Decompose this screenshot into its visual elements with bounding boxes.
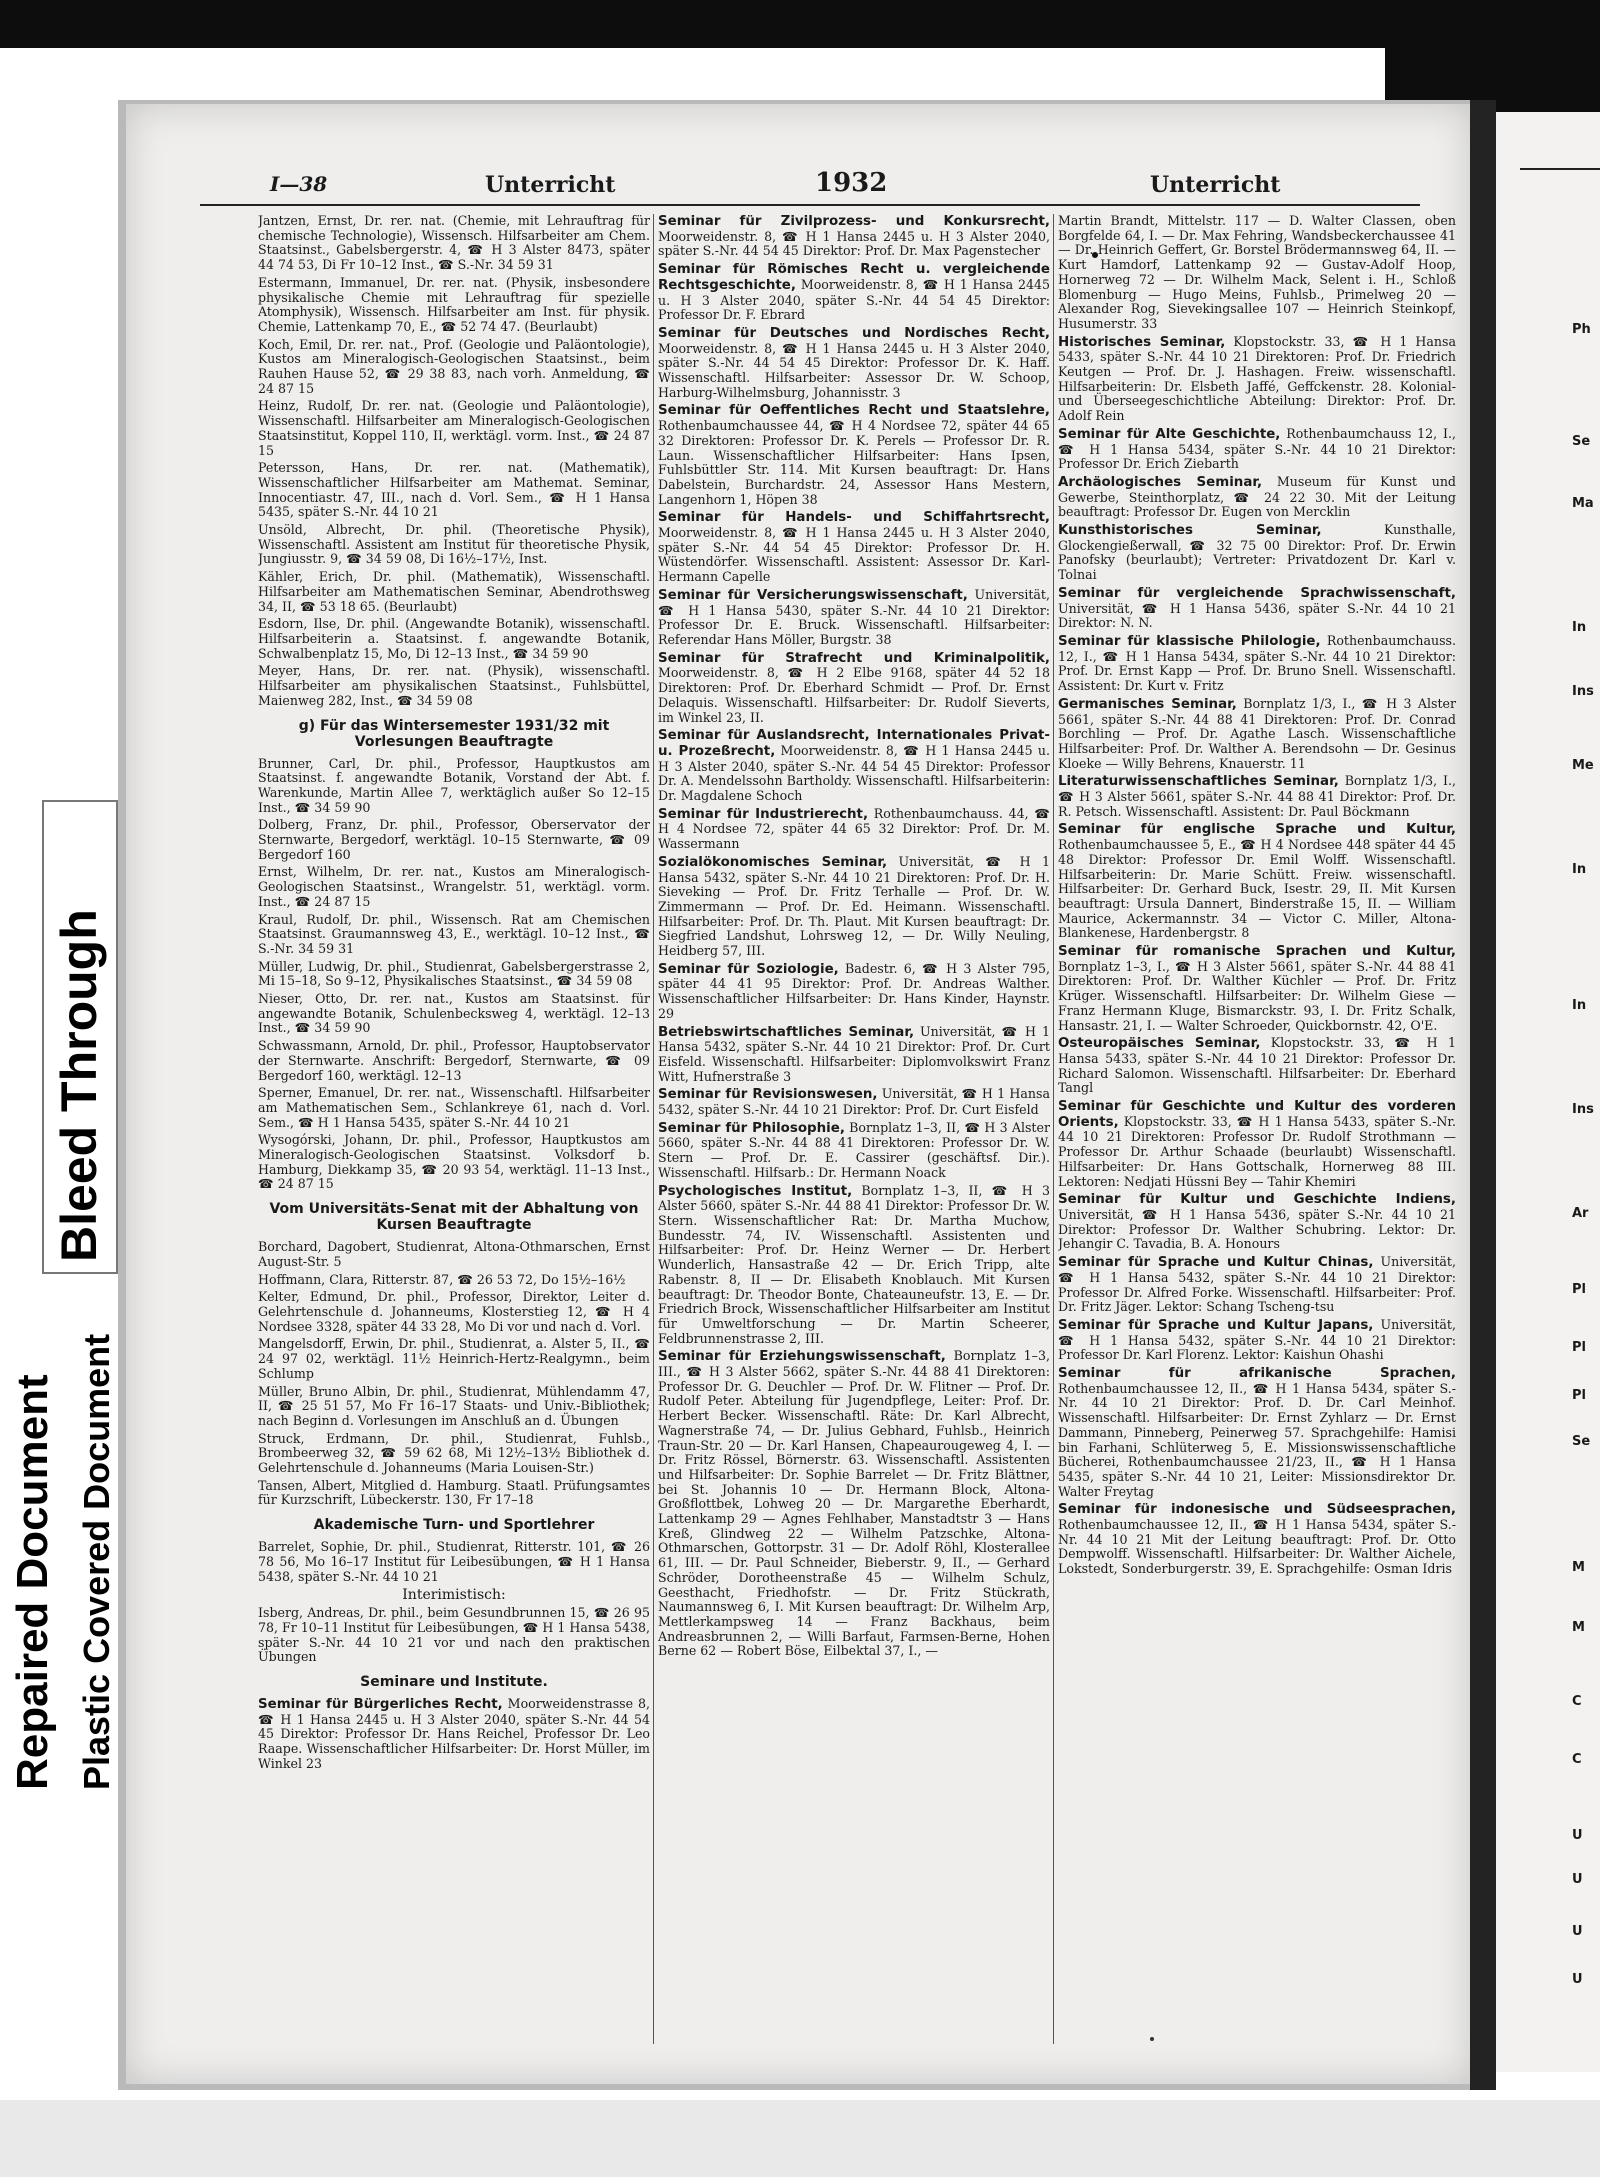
page-header [200,168,1420,206]
section-subheading: Interimistisch: [402,1587,506,1604]
adjacent-page-fragment [1496,112,1600,2072]
entry-title: Seminar für Bürgerliches Recht, [258,1697,503,1713]
directory-entry [258,523,650,567]
adjacent-page-rule [1520,168,1600,170]
entry-text: Tansen, Albert, Mitglied d. Hamburg. Staatl. Prüfungsamtes für Kurzschrift, Lübeckerstr. 130, Fr 17–18 [258,1477,650,1508]
adjacent-page-text: U [1572,1828,1583,1843]
entry-text: Unsöld, Albrecht, Dr. phil. (Theoretische Physik), Wissenschaftl. Assistent am Institut für theoretische Physik, Jungiusstr. 9, ☎ 34 59 08, Di 16½–17½, Inst. [258,522,650,567]
directory-entry [658,728,1050,804]
directory-entry [1058,475,1456,520]
entry-text: Universität, ☎ H 1 Hansa 5432, später S.-Nr. 44 10 21 Direktor: Professor Dr. Karl Florenz. Lektor: Kaishun Ohashi [1058,1316,1456,1363]
section-heading: Akademische Turn- und Sportlehrer [313,1517,595,1534]
directory-entry [258,1479,650,1508]
entry-text: Rothenbaumchaussee 44, ☎ H 4 Nordsee 72, später 44 65 32 Direktoren: Professor Dr. K. Perels — Professor Dr. R. Laun. Wissenschaftlicher Hilfsarbeiter: Hans Ipsen, Fuhlsbüttler Str. 114. Mit Kursen beauftragt: Dr. Hans Dabelstein, Burchardstr. 24, Assessor Hans Mestern, Langenhorn 1, Höpen 38 [658,418,1050,507]
entry-text: Schwassmann, Arnold, Dr. phil., Professor, Hauptobservator der Sternwarte. Anschrift: Bergedorf, Sternwarte, ☎ 09 Bergedorf 160, werktägl. 12–13 [258,1038,650,1083]
directory-entry [1058,586,1456,631]
directory-entry [258,1337,650,1381]
entry-text: Kelter, Edmund, Dr. phil., Professor, Direktor, Leiter d. Gelehrtenschule d. Johanneums, Klosterstieg 12, ☎ H 4 Nordsee 3328, später 44 33 28, Mo Di vor und nach d. Vorl. [258,1289,650,1334]
directory-entry [658,1184,1050,1347]
adjacent-page-text: In [1572,620,1587,635]
entry-text: Heinz, Rudolf, Dr. rer. nat. (Geologie und Paläontologie), Wissenschaftl. Hilfsarbeiter am Mineralogisch-Geologischen Staatsinstitut, Koppel 110, II, werktägl. vorm. Inst., ☎ 24 87 15 [258,398,650,458]
directory-entry [1058,774,1456,819]
directory-entry [1058,1099,1456,1189]
entry-title: Psychologisches Institut, [658,1183,853,1199]
directory-entry [258,399,650,458]
adjacent-page-text: U [1572,1972,1583,1987]
entry-text: Mangelsdorff, Erwin, Dr. phil., Studienrat, a. Alster 5, II., ☎ 24 97 02, werktägl. 11½ Heinrich-Hertz-Realgymn., beim Schlump [258,1336,650,1381]
adjacent-page-text: U [1572,1872,1583,1887]
entry-text: Isberg, Andreas, Dr. phil., beim Gesundbrunnen 15, ☎ 26 95 78, Fr 10–11 Institut für Leibesübungen, ☎ H 1 Hansa 5438, später S.-Nr. 44 10 21 vor und nach den praktischen Übungen [258,1605,650,1665]
entry-title: Literaturwissenschaftliches Seminar, [1058,774,1339,790]
adjacent-page-text: Ins [1572,1102,1594,1117]
entry-title: Seminar für klassische Philologie, [1058,633,1321,649]
entry-text: Moorweidenstr. 8, ☎ H 1 Hansa 2445 u. H 3 Alster 2040, später S.-Nr. 44 54 45 Direktor: Professor Dr. K. Haff. Wissenschaftl. Hilfsarbeiter: Assessor Dr. W. Schoop, Harburg-Wilhelmsburg, Johannisstr. 3 [658,340,1050,400]
entry-title: Seminar für Oeffentliches Recht und Staatslehre, [658,403,1050,419]
entry-text: Klopstockstr. 33, ☎ H 1 Hansa 5433, später S.-Nr. 44 10 21 Direktor: Professor Dr. Richard Salomon. Wissenschaftl. Hilfsarbeiter: Dr. Eberhard Tangl [1058,1035,1456,1096]
adjacent-page-text: Pl [1572,1388,1586,1403]
entry-title: Historisches Seminar, [1058,334,1226,350]
directory-entry [258,818,650,862]
column-left [258,214,650,1775]
entry-text: Hoffmann, Clara, Ritterstr. 87, ☎ 26 53 72, Do 15½–16½ [258,1271,626,1287]
adjacent-page-text: Ma [1572,496,1594,511]
plastic-covered-label: Plastic Covered Document [76,1333,117,1790]
directory-entry [258,338,650,397]
entry-text: Borchard, Dagobert, Studienrat, Altona-Othmarschen, Ernst August-Str. 5 [258,1239,650,1269]
entry-title: Seminar für Handels- und Schiffahrtsrecht, [658,510,1050,526]
entry-text: Bornplatz 1–3, I., ☎ H 3 Alster 5661, später S.-Nr. 44 88 41 Direktoren: Prof. Dr. Walther Küchler — Prof. Dr. Fritz Krüger. Wissenschaftl. Hilfsarbeiter: Dr. Wilhelm Giese — Franz Hermann Kluge, Bismarckstr. 93, I. Dr. Fritz Schalk, Hansastr. 21, I. — Walter Schroeder, Quickbornstr. 42, O'E. [1058,958,1456,1033]
entry-text: Bornplatz 1/3, I., ☎ H 3 Alster 5661, später S.-Nr. 44 88 41 Direktoren: Prof. Dr. Conrad Borchling — Prof. Dr. Agathe Lasch. Wissenschaftliche Hilfsarbeiter: Prof. Dr. Walther A. Berendsohn — Dr. Gesinus Kloeke — Willy Behrens, Knauerstr. 11 [1058,695,1456,771]
directory-entry [258,913,650,957]
entry-title: Seminar für indonesische und Südseesprachen, [1058,1502,1456,1518]
entry-text: Bornplatz 1/3, I., ☎ H 3 Alster 5661, später S.-Nr. 44 88 41 Direktor: Prof. Dr. R. Petsch. Wissenschaftl. Assistent: Dr. Paul Böckmann [1058,773,1456,819]
repaired-document-label: Repaired Document [8,1374,57,1790]
entry-text: Klopstockstr. 33, ☎ H 1 Hansa 5433, später S.-Nr. 44 10 21 Direktoren: Prof. Dr. Friedrich Keutgen — Prof. Dr. J. Hashagen. Freiw. wissenschaftl. Hilfsarbeiterin: Dr. Elsbeth Jaffé, Geffckenstr. 28. Kolonial- und Überseegeschichtliche Abteilung: Direktor: Prof. Dr. Adolf Rein [1058,333,1456,424]
scan-bottom-border [0,2100,1600,2177]
entry-text: Dolberg, Franz, Dr. phil., Professor, Oberservator der Sternwarte, Bergedorf, werktägl. 10–15 Sternwarte, ☎ 09 Bergedorf 160 [258,817,650,862]
entry-text: Rothenbaumchaussee 12, II., ☎ H 1 Hansa 5434, später S.-Nr. 44 10 21 Direktor: Prof. D. Dr. Carl Meinhof. Wissenschaftl. Hilfsarbeiter: Dr. Ernst Zyhlarz — Dr. Ernst Dammann, Pinneberg, Peinerweg 57. Sprachgehilfe: Hamisi bin Farhani, Schlüterweg 5, E. Missionswissenschaftliche Bücherei, Rothenbaumchaussee 21/23, II., ☎ H 1 Hansa 5435, später S.-Nr. 44 10 21, Leiter: Missionsdirektor Dr. Walter Freytag [1058,1380,1456,1499]
directory-entry [258,1540,650,1584]
adjacent-page-text: C [1572,1694,1582,1709]
directory-entry [258,1240,650,1269]
directory-entry [1058,1318,1456,1363]
bleed-through-label: Bleed Through [51,909,107,1262]
directory-entry [1058,1192,1456,1252]
header-left-title: Unterricht [485,172,616,198]
directory-entry [258,276,650,335]
directory-entry [258,570,650,614]
adjacent-page-text: Se [1572,1434,1591,1449]
directory-entry [658,510,1050,585]
header-year: 1932 [815,168,888,198]
adjacent-page-text: M [1572,1620,1585,1635]
directory-entry [258,1606,650,1665]
entry-text: Museum für Kunst und Gewerbe, Steinthorplatz, ☎ 24 22 30. Mit der Leitung beauftragt: Professor Dr. Eugen von Mercklin [1058,473,1456,520]
entry-title: Seminar für vergleichende Sprachwissenschaft, [1058,585,1456,601]
header-right-title: Unterricht [1150,172,1281,198]
directory-entry [658,326,1050,401]
entry-text: Badestr. 6, ☎ H 3 Alster 795, später 44 41 95 Direktor: Prof. Dr. Andreas Walther. Wissenschaftlicher Hilfsarbeiter: Dr. Hans Kinder, Haynstr. 29 [658,960,1050,1021]
entry-text: Petersson, Hans, Dr. rer. nat. (Mathematik), Wissenschaftlicher Hilfsarbeiter am Mathemat. Seminar, Innocentiastr. 47, III., nach d. Vorl. Sem., ☎ H 1 Hansa 5435, später S.-Nr. 44 10 21 [258,460,650,520]
entry-title: Seminar für Zivilprozess- und Konkursrecht, [658,214,1050,229]
adjacent-page-text: Pl [1572,1340,1586,1355]
directory-entry [1058,523,1456,583]
directory-entry [658,962,1050,1022]
entry-title: Osteuropäisches Seminar, [1058,1036,1261,1052]
directory-entry [1058,1255,1456,1315]
entry-title: Seminar für englische Sprache und Kultur, [1058,822,1456,838]
directory-entry [258,1086,650,1130]
entry-text: Moorweidenstr. 8, ☎ H 1 Hansa 2445 u. H 3 Alster 2040, später S.-Nr. 44 54 45 Direktor: Professor Dr. F. Ebrard [658,276,1050,323]
entry-title: Seminar für Alte Geschichte, [1058,426,1281,442]
column-divider [653,214,654,2044]
directory-entry [258,1273,650,1288]
directory-entry [1058,822,1456,941]
directory-entry [258,1290,650,1334]
entry-title: Sozialökonomisches Seminar, [658,854,888,870]
adjacent-page-text: In [1572,862,1587,877]
entry-text: Moorweidenstr. 8, ☎ H 1 Hansa 2445 u. H 3 Alster 2040, später S.-Nr. 44 54 45 Direktor: Prof. Dr. Max Pagenstecher [658,228,1050,259]
entry-title: Betriebswirtschaftliches Seminar, [658,1024,915,1040]
entry-text: Jantzen, Ernst, Dr. rer. nat. (Chemie, mit Lehrauftrag für chemische Technologie), Wissensch. Hilfsarbeiter am Chem. Staatsinst., Gabelsbergerstr. 4, ☎ H 3 Alster 8473, später 44 74 53, Di Fr 10–12 Inst., ☎ S.-Nr. 34 59 31 [258,214,650,273]
entry-text: Universität, ☎ H 1 Hansa 5432, später S.-Nr. 44 10 21 Direktor: Prof. Dr. Curt Eisfeld. Wissenschaftl. Hilfsarbeiter: Diplomvolkswirt Franz Witt, Hufnerstraße 3 [658,1023,1050,1084]
entry-text: Müller, Ludwig, Dr. phil., Studienrat, Gabelsbergerstrasse 2, Mi 15–18, So 9–12, Physikalisches Staatsinst., ☎ 34 59 08 [258,958,650,989]
entry-title: Seminar für Auslandsrecht, Internationales Privat- u. Prozeßrecht, [658,728,1050,759]
entry-text: Esdorn, Ilse, Dr. phil. (Angewandte Botanik), wissenschaftl. Hilfsarbeiterin a. Staatsinst. f. angewandte Botanik, Schwalbenplatz 15, Mo, Di 12–13 Inst., ☎ 34 59 90 [258,616,650,661]
directory-entry [658,1121,1050,1181]
entry-text: Klopstockstr. 33, ☎ H 1 Hansa 5433, später S.-Nr. 44 10 21 Direktoren: Professor Dr. Rudolf Strothmann — Professor Dr. Arthur Schaade (beurlaubt) Wissenschaftl. Hilfsarbeiter: Dr. Hans Gottschalk, Hornerweg 88 III. Lektoren: Nedjati Hüssni Bey — Tahir Khemiri [1058,1113,1456,1189]
entry-text: Moorweidenstr. 8, ☎ H 1 Hansa 2445 u. H 3 Alster 2040, später S.-Nr. 44 54 45 Direktor: Professor Dr. H. Wüstendörfer. Wissenschaftl. Assistent: Assessor Dr. Karl-Hermann Capelle [658,525,1050,585]
entry-text: Estermann, Immanuel, Dr. rer. nat. (Physik, insbesondere physikalische Chemie mit Lehrauftrag für spezielle Atomphysik), Wissensch. Hilfsarbeiter am Inst. für physik. Chemie, Lattenkamp 70, E., ☎ 52 74 47. (Beurlaubt) [258,274,650,334]
scan-top-border [0,0,1600,48]
adjacent-page-text: Ins [1572,684,1594,699]
entry-text: Bornplatz 1–3, II, ☎ H 3 Alster 5660, später S.-Nr. 44 88 41 Direktor: Professor Dr. W. Stern. Wissenschaftlicher Rat: Dr. Martha Muchow, Bundesstr. 74, IV. Wissenschaftl. Assistenten und Hilfsarbeiter: Prof. Dr. Heinz Werner — Dr. Herbert Wunderlich, Hansastraße 42 — Dr. Erich Tripp, alte Rabenstr. 8, II — Dr. Elisabeth Knoblauch. Mit Kursen beauftragt: Dr. Theodor Bonte, Chateauneufstr. 13, E. — Dr. Friedrich Brock, Wissenschaftlicher Hilfsarbeiter am Institut für Umweltforschung — Dr. Martin Scheerer, Feldbrunnenstrasse 2, III. [658,1182,1050,1346]
entry-text: Rothenbaumchauss. 12, I., ☎ H 1 Hansa 5434, später S.-Nr. 44 10 21 Direktor: Prof. Dr. Ernst Kapp — Prof. Dr. Bruno Snell. Wissenschaftl. Assistent: Dr. Kurt v. Fritz [1058,632,1456,694]
directory-entry [658,588,1050,648]
entry-title: Seminar für Industrierecht, [658,806,869,822]
entry-title: Seminar für Sprache und Kultur Chinas, [1058,1255,1374,1271]
section-heading: Vom Universitäts-Senat mit der Abhaltung von Kursen Beauftragte [269,1201,639,1234]
page-number: I—38 [270,172,328,196]
entry-text: Rothenbaumchauss. 44, ☎ H 4 Nordsee 72, später 44 65 32 Direktor: Prof. Dr. M. Wassermann [658,805,1050,852]
entry-text: Universität, ☎ H 1 Hansa 5432, später S.-Nr. 44 10 21 Direktor: Prof. Dr. Curt Eisfeld [658,1086,1050,1118]
entry-title: Seminar für Deutsches und Nordisches Recht, [658,325,1050,341]
entry-title: Archäologisches Seminar, [1058,474,1263,490]
section-heading: Seminare und Institute. [360,1674,548,1691]
directory-entry [658,651,1050,726]
entry-text: Universität, ☎ H 1 Hansa 5432, später S.-Nr. 44 10 21 Direktor: Professor Dr. Alfred Forke. Wissenschaftl. Hilfsarbeiter: Prof. Dr. Fritz Jäger. Lektor: Schang Tscheng-tsu [1058,1254,1456,1315]
entry-text: Bornplatz 1–3, III., ☎ H 3 Alster 5662, später S.-Nr. 44 88 41 Direktoren: Professor Dr. G. Deuchler — Prof. Dr. W. Flitner — Prof. Dr. Rudolf Peter. Abteilung für Jugendpflege, Leiter: Prof. Dr. Herbert Becker. Wissenschaftl. Räte: Dr. Karl Albrecht, Wagnerstraße 74, — Dr. Julius Gebhard, Fuhlsb., Heinrich Traun-Str. 20 — Dr. Karl Hansen, Chapeaurougeweg 4, I. — Dr. Fritz Rössel, Börnerstr. 63. Wissenschaftl. Assistenten und Hilfsarbeiter: Dr. Sophie Barrelet — Dr. Fritz Blättner, bei St. Johannis 10 — Dr. Hermann Block, Altona-Großflottbek, Lohweg 20 — Dr. Margarethe Eberhardt, Lattenkamp 29 — Agnes Fehlhaber, Manstadtstr 3 — Hans Kreß, Glindweg 22 — Wilhelm Patzschke, Altona-Othmarschen, Gottorpstr. 31 — Dr. Adolf Röhl, Klosterallee 61, III. — Dr. Paul Schneider, Bieberstr. 9, II., — Gerhard Schröder, Dorotheenstraße 45 — Wilhelm Schulz, Geesthacht, Friedhofstr. — Dr. Fritz Stückrath, Naumannsweg 6, I. Mit Kursen beauftragt: Dr. Wilhelm Arp, Mettlerkampsweg 14 — Franz Backhaus, beim Andreasbrunnen 2, — Willi Barfaut, Farmsen-Berne, Hohen Berne 62 — Robert Böse, Eilbektal 37, I., — [658,1348,1050,1659]
entry-title: Seminar für Sprache und Kultur Japans, [1058,1317,1374,1333]
entry-title: Seminar für Römisches Recht u. vergleichende Rechtsgeschichte, [658,262,1050,293]
directory-entry [1058,697,1456,772]
adjacent-page-text: Pl [1572,1282,1586,1297]
adjacent-page-text: Me [1572,758,1594,773]
directory-entry [658,214,1050,259]
directory-entry [658,403,1050,507]
directory-entry [258,1133,650,1192]
entry-text: Barrelet, Sophie, Dr. phil., Studienrat, Ritterstr. 101, ☎ 26 78 56, Mo 16–17 Institut für Leibesübungen, ☎ H 1 Hansa 5438, später S.-Nr. 44 10 21 [258,1539,650,1584]
entry-title: Seminar für Philosophie, [658,1120,845,1136]
directory-entry [258,214,650,273]
entry-text: Nieser, Otto, Dr. rer. nat., Kustos am Staatsinst. für angewandte Botanik, Schulenbecksweg 4, werktägl. 12–13 Inst., ☎ 34 59 90 [258,991,650,1036]
directory-entry [1058,1036,1456,1096]
entry-title: Seminar für Geschichte und Kultur des vorderen Orients, [1058,1099,1456,1130]
entry-text: Meyer, Hans, Dr. rer. nat. (Physik), wissenschaftl. Hilfsarbeiter am physikalischen Staatsinst., Fuhlsbüttel, Maienweg 282, Inst., ☎ 34 59 08 [258,663,650,708]
section-heading: g) Für das Wintersemester 1931/32 mit Vorlesungen Beauftragte [298,717,610,750]
entry-title: Seminar für Versicherungswissenschaft, [658,587,968,603]
entry-text: Koch, Emil, Dr. rer. nat., Prof. (Geologie und Paläontologie), Kustos am Mineralogisch-Geologischen Staatsinst., beim Rauhen Hause 52, ☎ 29 38 83, nach vorh. Anmeldung, ☎ 24 87 15 [258,336,650,396]
entry-text: Moorweidenstr. 8, ☎ H 2 Elbe 9168, später 44 52 18 Direktoren: Prof. Dr. Eberhard Schmidt — Prof. Dr. Ernst Delaquis. Wissenschaftl. Hilfsarbeiter: Dr. Rudolf Sieverts, im Winkel 23, II. [658,665,1050,725]
adjacent-page-text: Ph [1572,322,1591,337]
entry-text: Rothenbaumchaussee 12, II., ☎ H 1 Hansa 5434, später S.-Nr. 44 10 21 Mit der Leitung beauftragt: Prof. Dr. Otto Dempwolff. Wissenschaftl. Hilfsarbeiter: Dr. Walther Aichele, Lokstedt, Sonderburgerstr. 39, E. Sprachgehilfe: Osman Idris [1058,1517,1456,1577]
directory-entry [258,865,650,909]
directory-entry [1058,427,1456,472]
directory-entry [258,1697,650,1772]
adjacent-page-text: Ar [1572,1206,1589,1221]
directory-entry [258,461,650,520]
entry-text: Brunner, Carl, Dr. phil., Professor, Hauptkustos am Staatsinst. f. angewandte Botanik, Vorstand der Abt. f. Warenkunde, Martin Allee 7, werktäglich außer So 12–15 Inst., ☎ 34 59 90 [258,755,650,815]
entry-title: Seminar für Kultur und Geschichte Indiens, [1058,1192,1456,1208]
entry-text: Kähler, Erich, Dr. phil. (Mathematik), Wissenschaftl. Hilfsarbeiter am Mathematischen Seminar, Abendrothsweg 34, II, ☎ 53 18 65. (Beurlaubt) [258,569,650,614]
entry-text: Kraul, Rudolf, Dr. phil., Wissensch. Rat am Chemischen Staatsinst. Graumannsweg 43, E., werktägl. 10–12 Inst., ☎ S.-Nr. 34 59 31 [258,911,650,956]
directory-entry [258,1385,650,1429]
directory-entry [658,855,1050,959]
entry-text: Wysogórski, Johann, Dr. phil., Professor, Hauptkustos am Mineralogisch-Geologischen Staatsinst. Volksdorf b. Hamburg, Diekkamp 35, ☎ 20 93 54, werktägl. 11–13 Inst., ☎ 24 87 15 [258,1132,650,1192]
directory-entry [258,757,650,816]
entry-text: Universität, ☎ H 1 Hansa 5436, später S.-Nr. 44 10 21 Direktor: N. N. [1058,600,1456,631]
directory-entry [258,1039,650,1083]
entry-text: Martin Brandt, Mittelstr. 117 — D. Walter Classen, oben Borgfelde 64, I. — Dr. Max Fehring, Wandsbeckerchaussee 41 — Dr. Heinrich Geffert, Gr. Borstel Brödermannsweg 64, II. — Kurt Hamdorf, Lattenkamp 92 — Gustav-Adolf Hoop, Hornerweg 72 — Dr. Wilhelm Mack, Selent i. H., Schloß Blomenburg — Hugo Meins, Fuhlsb., Primelweg 20 — Alexander Rog, Sievekingsallee 107 — Heinrich Steinkopf, Husumerstr. 33 [1058,214,1456,331]
directory-entry [658,1025,1050,1085]
entry-title: Kunsthistorisches Seminar, [1058,523,1322,539]
entry-text: Ernst, Wilhelm, Dr. rer. nat., Kustos am Mineralogisch-Geologischen Staatsinst., Wrangelstr. 51, werktägl. vorm. Inst., ☎ 24 87 15 [258,864,650,909]
entry-text: Sperner, Emanuel, Dr. rer. nat., Wissenschaftl. Hilfsarbeiter am Mathematischen Sem., Schlankreye 61, nach d. Vorl. Sem., ☎ H 1 Hansa 5435, später S.-Nr. 44 10 21 [258,1085,650,1130]
directory-entry [258,992,650,1036]
entry-text: Moorweidenstrasse 8, ☎ H 1 Hansa 2445 u. H 3 Alster 2040, später S.-Nr. 44 54 45 Direktor: Professor Dr. Hans Reichel, Professor Dr. Leo Raape. Wissenschaftlicher Hilfsarbeiter: Dr. Horst Müller, im Winkel 23 [258,1696,650,1771]
entry-text: Müller, Bruno Albin, Dr. phil., Studienrat, Mühlendamm 47, II, ☎ 25 51 57, Mo Fr 16–17 Staats- und Univ.-Bibliothek; nach Beginn d. Vorlesungen im Anschluß an d. Übungen [258,1383,650,1428]
directory-entry [1058,1366,1456,1499]
directory-entry [258,617,650,661]
column-divider [1053,214,1054,2044]
entry-text: Universität, ☎ H 1 Hansa 5430, später S.-Nr. 44 10 21 Direktor: Professor Dr. E. Bruck. Wissenschaftl. Hilfsarbeiter: Referendar Hans Möller, Burgstr. 38 [658,586,1050,647]
entry-title: Seminar für Strafrecht und Kriminalpolitik, [658,650,1050,666]
page-speck [1150,2037,1154,2041]
entry-title: Seminar für Soziologie, [658,961,839,977]
directory-entry [1058,1502,1456,1577]
directory-entry [1058,335,1456,424]
entry-text: Bornplatz 1–3, II, ☎ H 3 Alster 5660, später S.-Nr. 44 88 41 Direktoren: Professor Dr. W. Stern — Prof. Dr. E. Cassirer (geschäftsf. Dir.). Wissenschaftl. Hilfsarb.: Dr. Hermann Noack [658,1119,1050,1180]
entry-text: Struck, Erdmann, Dr. phil., Studienrat, Fuhlsb., Brombeerweg 32, ☎ 59 62 68, Mi 12½–13½ Bibliothek d. Gelehrtenschule d. Johanneums (Maria Louisen-Str.) [258,1430,650,1476]
book-gutter [1470,100,1496,2090]
directory-entry [1058,944,1456,1033]
entry-title: Seminar für romanische Sprachen und Kultur, [1058,944,1456,960]
entry-text: Kunsthalle, Glockengießerwall, ☎ 32 75 00 Direktor: Prof. Dr. Erwin Panofsky (beurlaubt); Vertreter: Privatdozent Dr. Karl v. Tolnai [1058,522,1456,583]
adjacent-page-text: C [1572,1752,1582,1767]
entry-text: Rothenbaumchaussee 5, E., ☎ H 4 Nordsee 448 später 44 45 48 Direktor: Professor Dr. Emil Wolff. Wissenschaftl. Hilfsarbeiterin: Dr. Marie Schütt. Freiw. wissenschaftl. Hilfsarbeiter: Dr. Gerhard Buck, Isestr. 29, II. Mit Kursen beauftragt: Ursula Dannert, Binderstraße 15, II. — William Maurice, Ackermannstr. 34 — Victor C. Miller, Altona-Blankenese, Hardenbergstr. 8 [1058,837,1456,941]
adjacent-page-text: In [1572,998,1587,1013]
adjacent-page-text: Se [1572,434,1591,449]
directory-entry [658,262,1050,323]
directory-entry [658,1349,1050,1659]
column-middle [658,214,1050,1662]
entry-title: Germanisches Seminar, [1058,696,1237,712]
column-right [1058,214,1456,1580]
directory-entry [1058,214,1456,332]
directory-entry [258,664,650,708]
entry-text: Moorweidenstr. 8, ☎ H 1 Hansa 2445 u. H 3 Alster 2040, später S.-Nr. 44 54 45 Direktor: Professor Dr. A. Mendelssohn Bartholdy. Wissenschaftl. Hilfsarbeiterin: Dr. Magdalene Schoch [658,742,1050,804]
directory-entry [1058,634,1456,694]
adjacent-page-text: M [1572,1560,1585,1575]
entry-text: Rothenbaumchauss 12, I., ☎ H 1 Hansa 5434, später S.-Nr. 44 10 21 Direktor: Professor Dr. Erich Ziebarth [1058,425,1456,472]
entry-title: Seminar für Erziehungswissenschaft, [658,1349,946,1365]
entry-text: Universität, ☎ H 1 Hansa 5432, später S.-Nr. 44 10 21 Direktoren: Prof. Dr. H. Sieveking — Prof. Dr. Fritz Terhalle — Prof. Dr. W. Zimmermann — Prof. Dr. Ed. Heimann. Wissenschaftl. Hilfsarbeiter: Prof. Dr. Th. Plaut. Mit Kursen beauftragt: Dr. Siegfried Landshut, Lohrsweg 12, — Dr. Willy Neuling, Heidberg 57, III. [658,853,1050,959]
directory-entry [258,960,650,989]
entry-title: Seminar für Revisionswesen, [658,1087,878,1103]
directory-entry [658,1087,1050,1117]
entry-text: Universität, ☎ H 1 Hansa 5436, später S.-Nr. 44 10 21 Direktor: Professor Dr. Walther Schubring. Lektor: Dr. Jehangir C. Tavadia, B. A. Honours [1058,1207,1456,1252]
entry-title: Seminar für afrikanische Sprachen, [1058,1366,1456,1382]
adjacent-page-text: U [1572,1924,1583,1939]
directory-entry [658,807,1050,852]
directory-entry [258,1432,650,1476]
